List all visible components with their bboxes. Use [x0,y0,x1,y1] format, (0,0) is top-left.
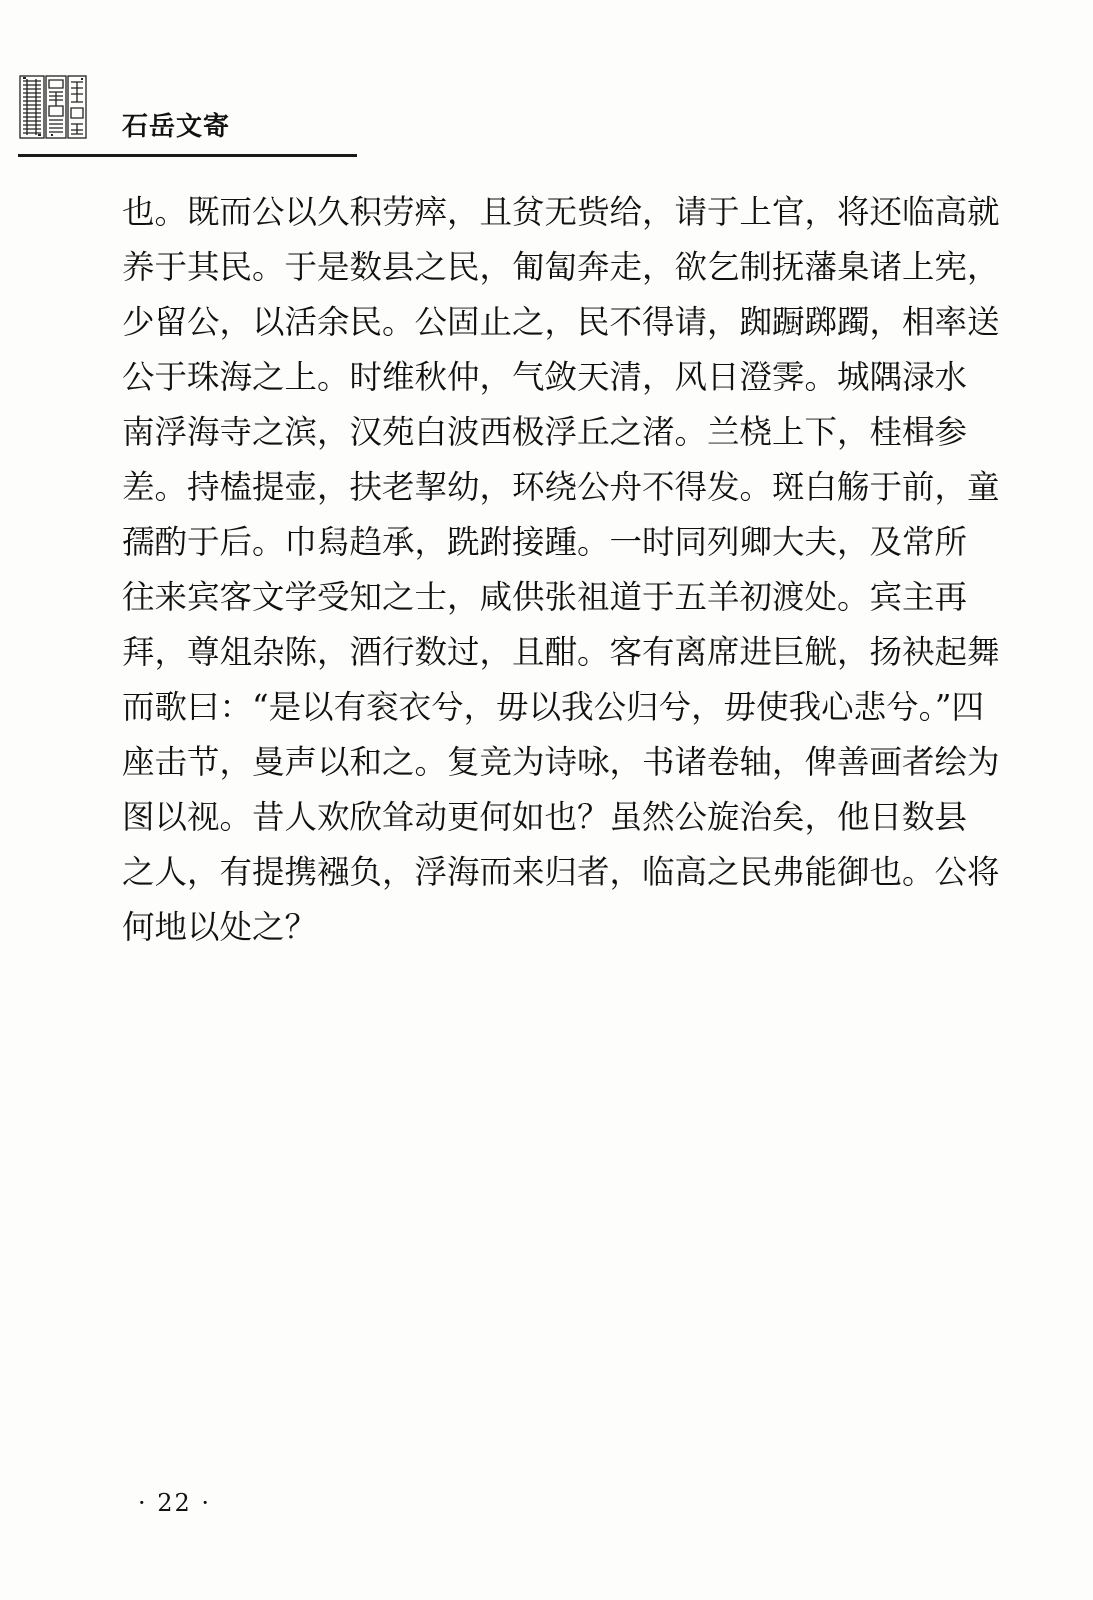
text-line: 少留公，以活余民。公固止之，民不得请，踟蹰踯躅，相率送 [122,303,1000,341]
page-number: · 22 · [138,1489,212,1517]
text-line: 往来宾客文学受知之士，咸供张祖道于五羊初渡处。宾主再 [122,578,968,616]
text-line: 之人，有提携襁负，浮海而来归者，临高之民弗能御也。公将 [122,853,1000,891]
text-line: 南浮海寺之滨，汉苑白波西极浮丘之渚。兰桡上下，桂楫参 [122,413,968,451]
running-header-title: 石岳文寄 [122,112,231,142]
text-line: 也。既而公以久积劳瘁，且贫无赀给，请于上官，将还临高就 [122,193,1000,231]
text-line: 公于珠海之上。时维秋仲，气敛天清，风日澄霁。城隅渌水 [122,358,968,396]
body-text [122,185,1000,955]
text-line: 养于其民。于是数县之民，匍匐奔走，欲乞制抚藩臬诸上宪， [122,248,1000,286]
text-line: 何地以处之？ [122,908,318,946]
text-line: 差。持榼提壶，扶老挈幼，环绕公舟不得发。斑白觞于前，童 [122,468,1000,506]
text-line: 座击节，曼声以和之。复竞为诗咏，书诸卷轴，俾善画者绘为 [122,743,1000,781]
text-line: 拜，尊俎杂陈，酒行数过，且酣。客有离席进巨觥，扬袂起舞 [122,633,1000,671]
seal-stamp-icon [18,72,88,142]
text-line: 孺酌于后。巾舄趋承，跣跗接踵。一时同列卿大夫，及常所 [122,523,968,561]
header-rule [18,154,357,157]
text-line: 图以视。昔人欢欣耸动更何如也？虽然公旋治矣，他日数县 [122,798,968,836]
text-line: 而歌曰：“是以有衮衣兮，毋以我公归兮，毋使我心悲兮。”四 [122,688,984,726]
